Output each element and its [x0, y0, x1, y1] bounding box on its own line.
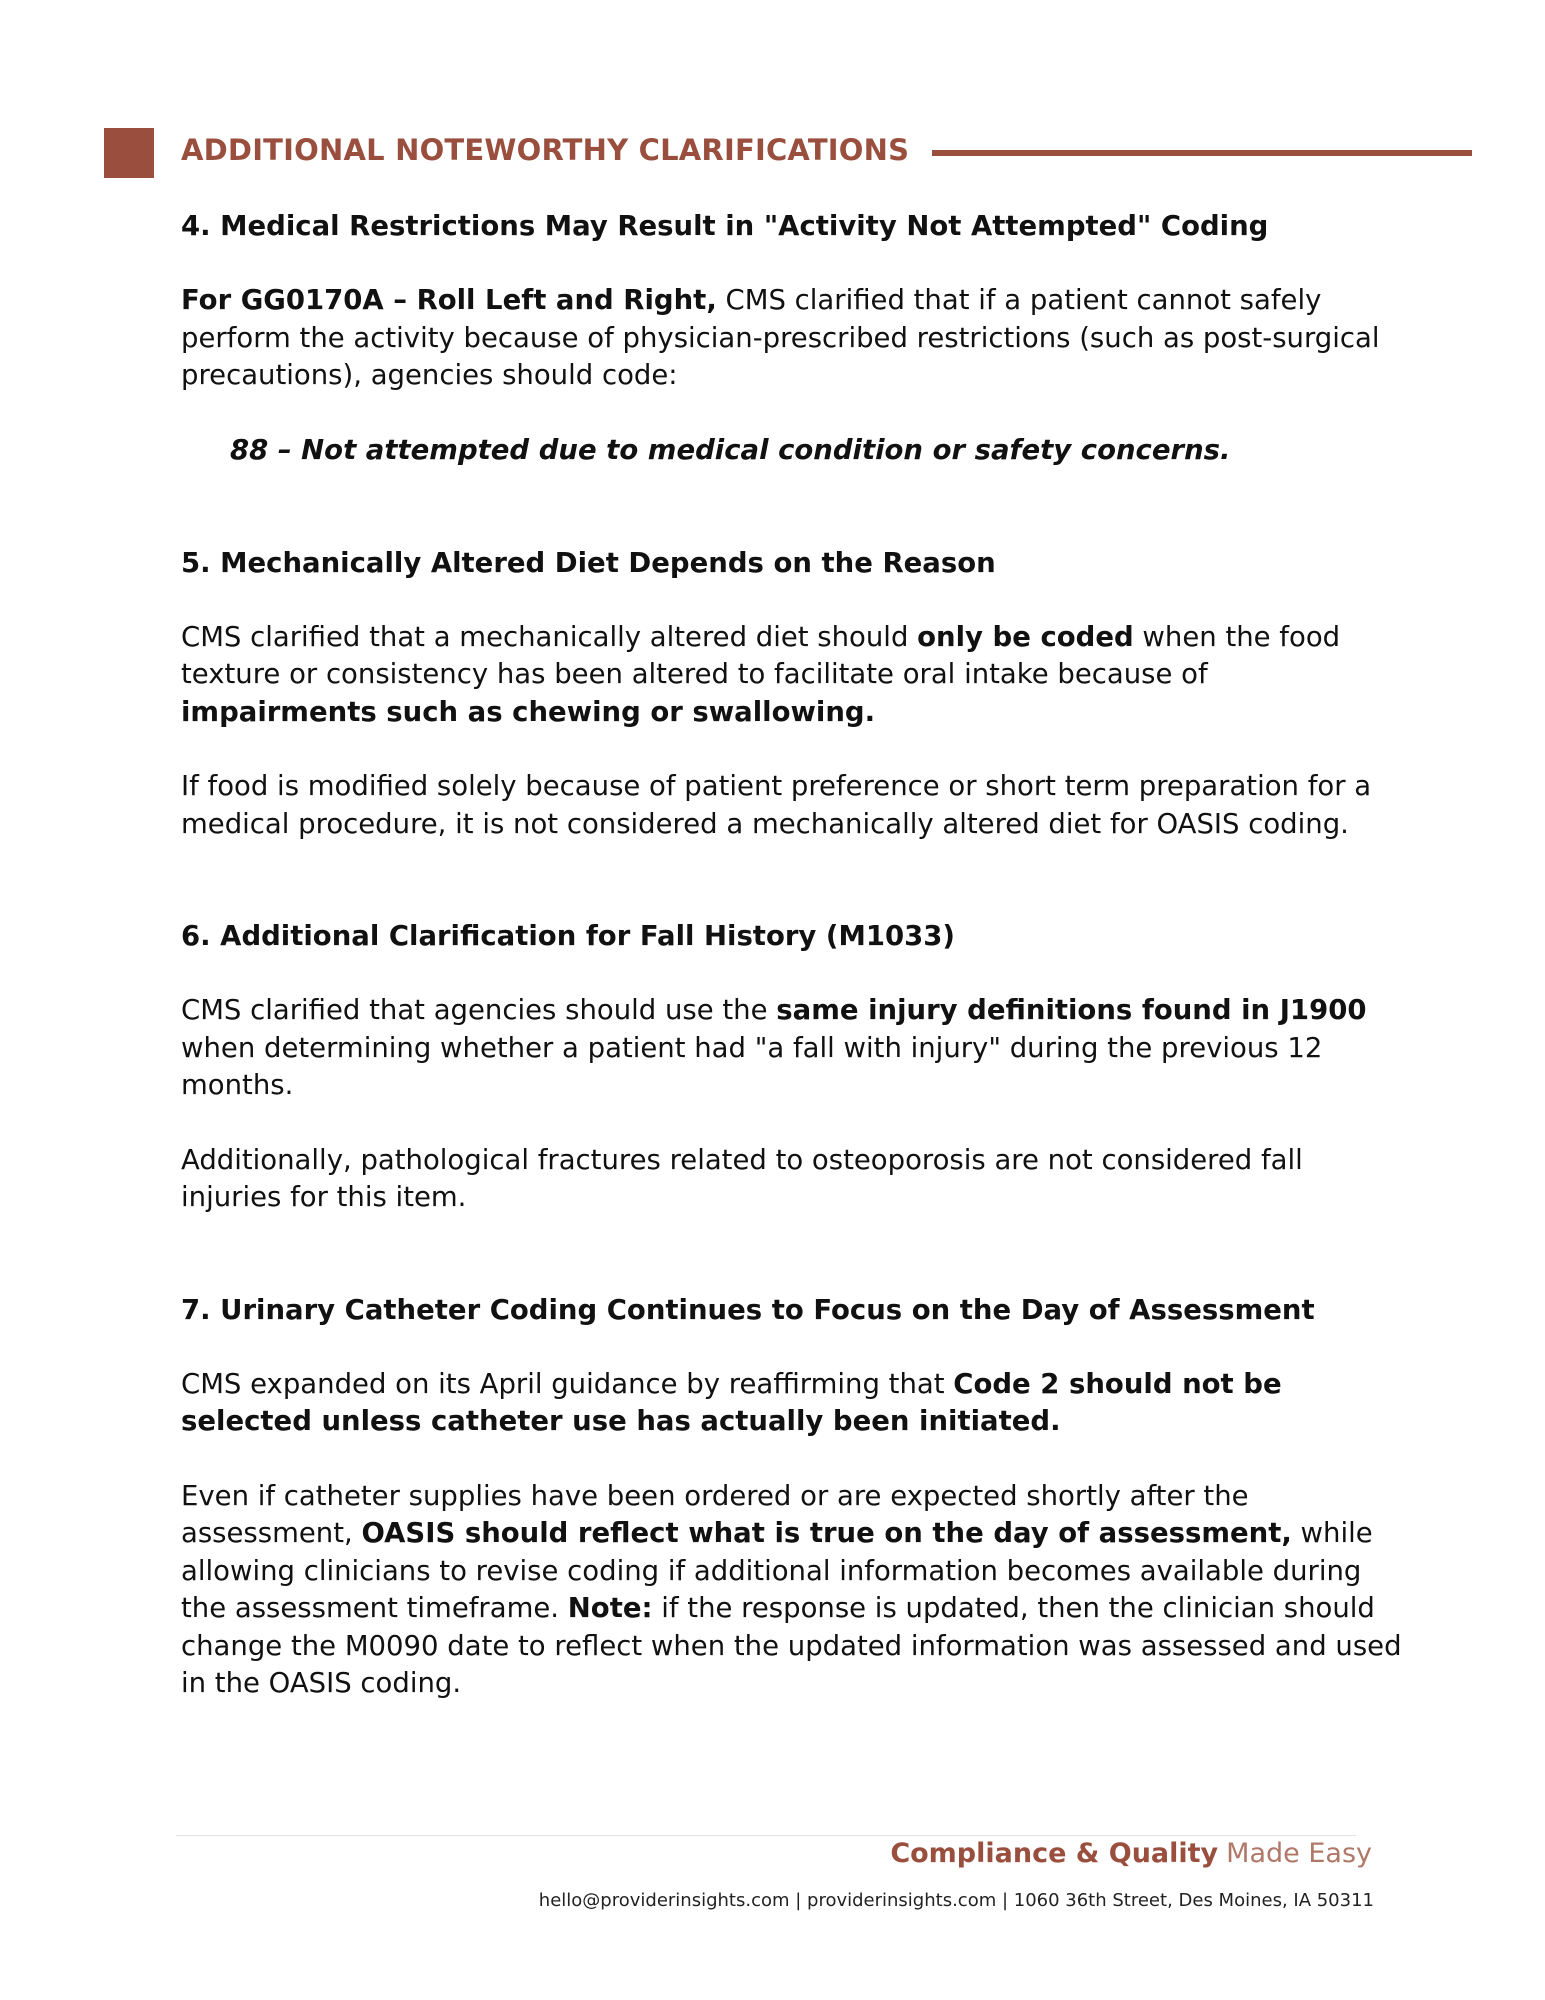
section-6-bold-a: same injury definitions found in J1900	[776, 994, 1367, 1026]
section-5-paragraph-2: If food is modified solely because of patient preference or short term preparation for a medical procedure, it is not considered a mechanically altered diet for OASIS coding.	[181, 770, 1372, 840]
section-header-title: ADDITIONAL NOTEWORTHY CLARIFICATIONS	[181, 133, 910, 167]
section-4-text: CMS clarified that if a patient cannot safely perform the activity because of physician-prescribed restrictions (such as post-surgical precautions), agencies should code:	[181, 284, 1380, 391]
section-5-bold-a: only be coded	[917, 620, 1134, 653]
section-6-paragraph-1	[181, 992, 1411, 1105]
section-5-bold-b: impairments such as chewing or swallowing.	[181, 695, 876, 728]
section-7-note-label: Note:	[567, 1592, 653, 1624]
document-body	[181, 200, 1411, 1703]
section-6-paragraph-2: Additionally, pathological fractures related to osteoporosis are not considered fall injuries for this item.	[181, 1143, 1303, 1213]
section-4-code-response: 88 – Not attempted due to medical condition or safety concerns.	[230, 433, 1231, 466]
section-7-paragraph-1	[181, 1366, 1411, 1441]
section-6-text-b: when determining whether a patient had "a fall with injury" during the previous 12 months.	[181, 1031, 1323, 1101]
section-6-text-a: CMS clarified that agencies should use the	[181, 994, 777, 1026]
section-5-text-b: when the food texture or consistency has been altered to facilitate oral intake because of	[181, 620, 1341, 690]
section-7-paragraph-2	[181, 1478, 1411, 1703]
section-7-text-b: Even if catheter supplies have been ordered or are expected shortly after the assessment,	[181, 1479, 1249, 1549]
section-7-bold-b: OASIS should reflect what is true on the day of assessment,	[361, 1517, 1292, 1549]
header-rule	[932, 150, 1472, 156]
section-7-heading: 7. Urinary Catheter Coding Continues to Focus on the Day of Assessment	[181, 1293, 1315, 1326]
section-4-bold-lead: For GG0170A – Roll Left and Right,	[181, 284, 717, 316]
section-7-text-c: while allowing clinicians to revise coding if additional information becomes available during the assessment timeframe.	[181, 1517, 1373, 1624]
footer-contact-line: hello@providerinsights.com | providerinsights.com | 1060 36th Street, Des Moines, IA 50311	[538, 1890, 1374, 1911]
section-5-text-a: CMS clarified that a mechanically altered diet should	[181, 620, 918, 653]
section-7-text-d: if the response is updated, then the clinician should change the M0090 date to reflect when the updated information was assessed and used in the OASIS coding.	[181, 1592, 1402, 1699]
section-6-heading: 6. Additional Clarification for Fall History (M1033)	[181, 920, 955, 952]
section-4-paragraph	[181, 282, 1411, 395]
footer-tagline	[890, 1836, 1372, 1872]
section-7-bold-a: Code 2 should not be selected unless catheter use has actually been initiated.	[181, 1367, 1282, 1437]
tagline-strong: Compliance & Quality	[890, 1838, 1219, 1869]
section-4-heading: 4. Medical Restrictions May Result in "Activity Not Attempted" Coding	[181, 210, 1269, 242]
section-7-text-a: CMS expanded on its April guidance by reaffirming that	[181, 1367, 954, 1400]
header-accent-square	[104, 128, 154, 178]
section-5-heading: 5. Mechanically Altered Diet Depends on the Reason	[181, 546, 996, 579]
section-5-paragraph-1	[181, 619, 1411, 732]
tagline-light: Made Easy	[1226, 1838, 1372, 1869]
